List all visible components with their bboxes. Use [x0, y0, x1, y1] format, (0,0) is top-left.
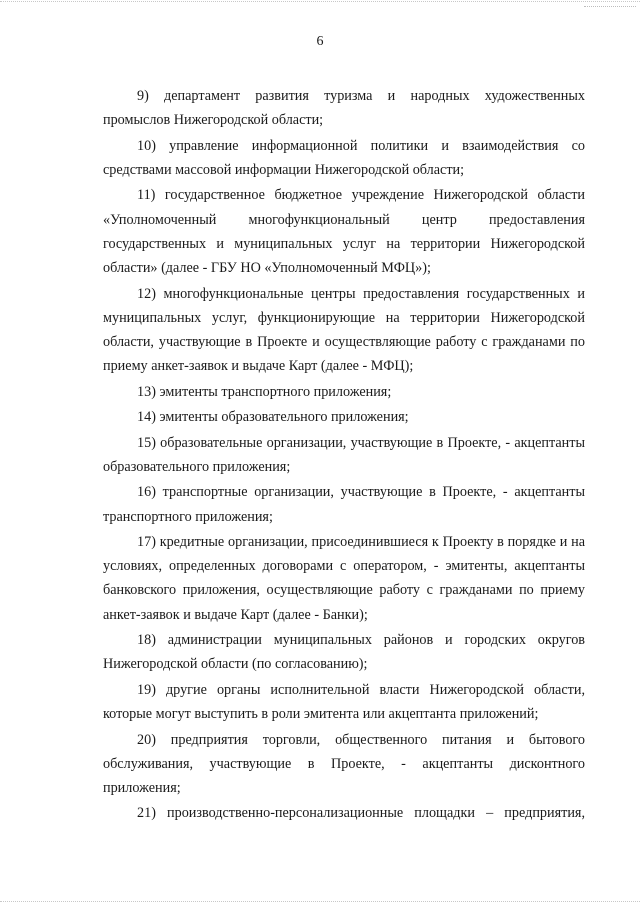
list-item-15: 15) образовательные организации, участвующие в Проекте, - акцептанты образовательного приложения; [103, 434, 585, 475]
page-number: 6 [316, 34, 324, 49]
list-item-16: 16) транспортные организации, участвующие в Проекте, - акцептанты транспортного приложения; [103, 484, 585, 525]
list-item-18: 18) администрации муниципальных районов и городских округов Нижегородской области (по согласованию); [103, 632, 585, 673]
scan-edge-top [0, 1, 640, 2]
list-item-21: 21) производственно-персонализационные площадки – предприятия, [137, 805, 585, 822]
list-item-20: 20) предприятия торговли, общественного питания и бытового обслуживания, участвующие в Проекте, - акцептанты дисконтного приложения; [103, 731, 585, 796]
list-item-13: 13) эмитенты транспортного приложения; [137, 383, 392, 400]
scan-edge-bottom [0, 901, 640, 902]
list-item-9: 9) департамент развития туризма и народных художественных промыслов Нижегородской области; [103, 88, 585, 129]
list-item-12: 12) многофункциональные центры предоставления государственных и муниципальных услуг, функционирующие на территории Нижегородской области, участвующие в Проекте и осуществляющие работу с гражданами по приему анкет-заявок и выдаче Карт (далее - МФЦ); [103, 285, 585, 375]
list-item-10: 10) управление информационной политики и взаимодействия со средствами массовой информации Нижегородской области; [103, 137, 585, 178]
list-item-19: 19) другие органы исполнительной власти Нижегородской области, которые могут выступить в роли эмитента или акцептанта приложений; [103, 681, 585, 723]
list-item-17: 17) кредитные организации, присоединившиеся к Проекту в порядке и на условиях, определенных договорами с оператором, - эмитенты, акцептанты банковского приложения, осуществляющие работу с гражданами по приему анкет-заявок и выдаче Карт (далее - Банки); [103, 534, 585, 623]
list-item-11: 11) государственное бюджетное учреждение Нижегородской области «Уполномоченный многофункциональный центр предоставления государственных и муниципальных услуг на территории Нижегородской области» (далее - ГБУ НО «Уполномоченный МФЦ»); [103, 187, 585, 277]
list-item-14: 14) эмитенты образовательного приложения; [137, 409, 409, 426]
document-body [103, 84, 585, 827]
scan-corner-mark [584, 6, 636, 7]
